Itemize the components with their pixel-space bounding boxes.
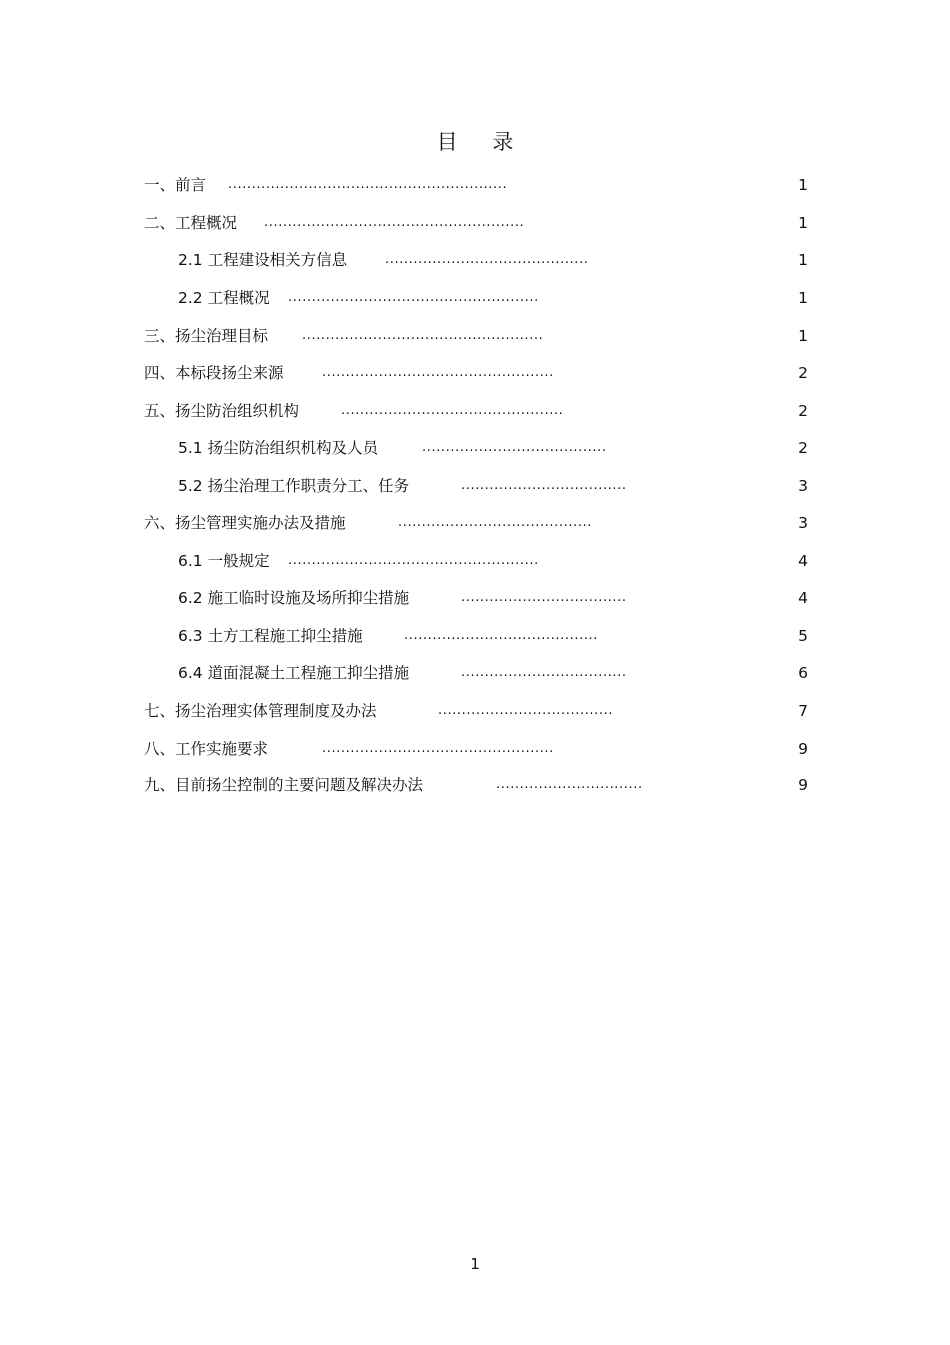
toc-entry-label: 5.1 扬尘防治组织机构及人员 bbox=[178, 439, 379, 457]
toc-entry-leader: ................................... bbox=[461, 665, 627, 680]
toc-entry-page: 9 bbox=[798, 776, 808, 794]
toc-entry-label: 6.2 施工临时设施及场所抑尘措施 bbox=[178, 589, 410, 607]
toc-entry-page: 4 bbox=[798, 589, 808, 607]
toc-entry-page: 1 bbox=[798, 176, 808, 194]
toc-entry[interactable] bbox=[0, 770, 950, 800]
toc-entry[interactable] bbox=[0, 321, 950, 351]
toc-entry[interactable] bbox=[0, 396, 950, 426]
toc-entry-page: 1 bbox=[798, 214, 808, 232]
toc-entry-page: 4 bbox=[798, 552, 808, 570]
toc-entry-label: 6.4 道面混凝土工程施工抑尘措施 bbox=[178, 664, 410, 682]
toc-entry-leader: ........................................................... bbox=[228, 177, 508, 192]
toc-entry-page: 2 bbox=[798, 364, 808, 382]
toc-entry-leader: ................................... bbox=[461, 478, 627, 493]
toc-entry[interactable] bbox=[0, 208, 950, 238]
toc-entry-page: 7 bbox=[798, 702, 808, 720]
toc-entry[interactable] bbox=[0, 245, 950, 275]
toc-entry-label: 六、扬尘管理实施办法及措施 bbox=[144, 514, 346, 532]
toc-entry-leader: ................................................... bbox=[302, 328, 544, 343]
toc-entry-label: 6.1 一般规定 bbox=[178, 552, 270, 570]
toc-entry-label: 5.2 扬尘治理工作职责分工、任务 bbox=[178, 477, 410, 495]
toc-entry-leader: ................................................. bbox=[322, 741, 554, 756]
toc-entry-leader: ............................................... bbox=[341, 403, 564, 418]
toc-entry[interactable] bbox=[0, 433, 950, 463]
toc-entry[interactable] bbox=[0, 696, 950, 726]
toc-entry[interactable] bbox=[0, 583, 950, 613]
toc-entry-leader: ..................................................... bbox=[288, 553, 539, 568]
toc-entry-page: 9 bbox=[798, 740, 808, 758]
toc-entry-page: 3 bbox=[798, 477, 808, 495]
toc-entry[interactable] bbox=[0, 508, 950, 538]
toc-entry-page: 1 bbox=[798, 251, 808, 269]
toc-entry-label: 五、扬尘防治组织机构 bbox=[144, 402, 300, 420]
toc-entry[interactable] bbox=[0, 734, 950, 764]
toc-entry-leader: ................................... bbox=[461, 590, 627, 605]
page-number: 1 bbox=[470, 1255, 480, 1273]
toc-entry[interactable] bbox=[0, 471, 950, 501]
toc-entry-leader: ........................................... bbox=[385, 252, 589, 267]
toc-entry[interactable] bbox=[0, 283, 950, 313]
toc-entry-label: 2.1 工程建设相关方信息 bbox=[178, 251, 348, 269]
toc-entry[interactable] bbox=[0, 546, 950, 576]
toc-entry-leader: ....................................................... bbox=[264, 215, 525, 230]
page-title: 目 录 bbox=[436, 130, 528, 154]
toc-entry-label: 6.3 土方工程施工抑尘措施 bbox=[178, 627, 363, 645]
toc-entry-label: 三、扬尘治理目标 bbox=[144, 327, 269, 345]
toc-entry-page: 1 bbox=[798, 327, 808, 345]
toc-entry-leader: ......................................... bbox=[404, 628, 599, 643]
toc-entry-page: 2 bbox=[798, 439, 808, 457]
toc-entry-label: 2.2 工程概况 bbox=[178, 289, 270, 307]
toc-entry-leader: ..................................................... bbox=[288, 290, 539, 305]
toc-entry-label: 八、工作实施要求 bbox=[144, 740, 269, 758]
toc-entry-leader: ......................................... bbox=[398, 515, 593, 530]
toc-entry-leader: ............................... bbox=[496, 777, 643, 792]
toc-entry-leader: ..................................... bbox=[438, 703, 614, 718]
toc-entry[interactable] bbox=[0, 170, 950, 200]
toc-entry-label: 四、本标段扬尘来源 bbox=[144, 364, 284, 382]
toc-entry-page: 1 bbox=[798, 289, 808, 307]
toc-entry-label: 一、前言 bbox=[144, 176, 207, 194]
toc-entry-leader: ................................................. bbox=[322, 365, 554, 380]
toc-entry[interactable] bbox=[0, 358, 950, 388]
toc-entry-page: 5 bbox=[798, 627, 808, 645]
toc-entry-label: 九、目前扬尘控制的主要问题及解决办法 bbox=[144, 776, 424, 794]
toc-entry-leader: ....................................... bbox=[422, 440, 607, 455]
toc-entry-label: 七、扬尘治理实体管理制度及办法 bbox=[144, 702, 377, 720]
toc-entry-page: 2 bbox=[798, 402, 808, 420]
toc-entry-label: 二、工程概况 bbox=[144, 214, 238, 232]
toc-entry-page: 3 bbox=[798, 514, 808, 532]
toc-entry-page: 6 bbox=[798, 664, 808, 682]
toc-entry[interactable] bbox=[0, 621, 950, 651]
toc-entry[interactable] bbox=[0, 658, 950, 688]
